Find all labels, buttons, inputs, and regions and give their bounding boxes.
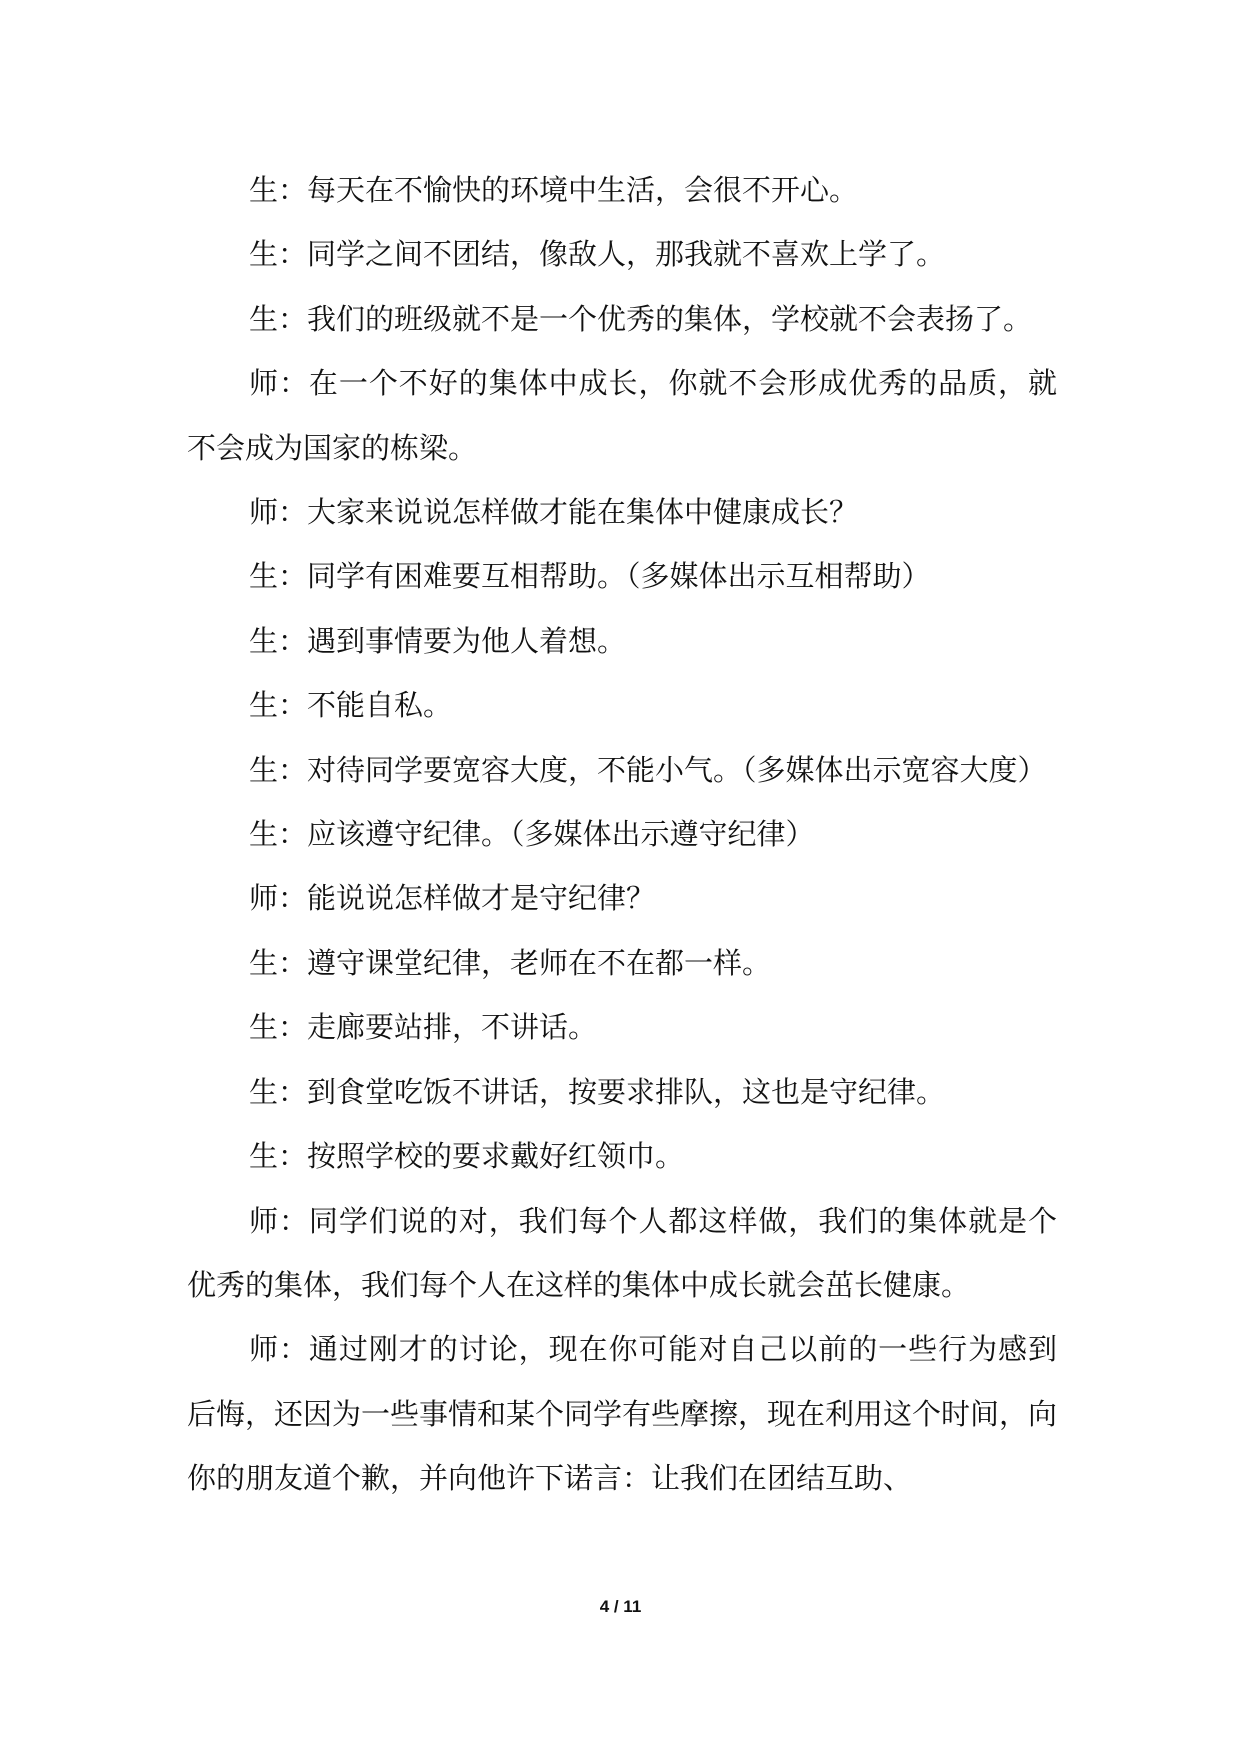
paragraph: 师：能说说怎样做才是守纪律？ bbox=[249, 881, 656, 916]
paragraph: 生：我们的班级就不是一个优秀的集体，学校就不会表扬了。 bbox=[249, 301, 1033, 336]
paragraph: 师：同学们说的对，我们每个人都这样做，我们的集体就是个优秀的集体，我们每个人在这样的集体中成长就会茁长健康。 bbox=[187, 1203, 1057, 1302]
paragraph: 师：大家来说说怎样做才能在集体中健康成长？ bbox=[249, 495, 859, 530]
paragraph: 师：在一个不好的集体中成长，你就不会形成优秀的品质，就不会成为国家的栋梁。 bbox=[187, 366, 1057, 465]
paragraph: 生：同学之间不团结，像敌人，那我就不喜欢上学了。 bbox=[249, 237, 946, 272]
paragraph: 生：走廊要站排，不讲话。 bbox=[249, 1010, 598, 1045]
paragraph: 生：应该遵守纪律。（多媒体出示遵守纪律） bbox=[249, 817, 815, 852]
paragraph: 生：到食堂吃饭不讲话，按要求排队，这也是守纪律。 bbox=[249, 1074, 946, 1109]
paragraph: 生：对待同学要宽容大度，不能小气。（多媒体出示宽容大度） bbox=[249, 752, 1047, 787]
paragraph: 生：同学有困难要互相帮助。（多媒体出示互相帮助） bbox=[249, 559, 931, 594]
paragraph: 生：按照学校的要求戴好红领巾。 bbox=[249, 1139, 685, 1174]
paragraph: 生：遇到事情要为他人着想。 bbox=[249, 623, 627, 658]
page-number: 4 / 11 bbox=[599, 1597, 642, 1616]
paragraph: 生：不能自私。 bbox=[249, 688, 453, 723]
paragraph: 生：每天在不愉快的环境中生活，会很不开心。 bbox=[249, 173, 859, 207]
paragraph: 师：通过刚才的讨论，现在你可能对自己以前的一些行为感到后悔，还因为一些事情和某个同学有些摩擦，现在利用这个时间，向你的朋友道个歉，并向他许下诺言：让我们在团结互助、 bbox=[187, 1332, 1058, 1496]
paragraph: 生：遵守课堂纪律，老师在不在都一样。 bbox=[249, 945, 772, 980]
document-body bbox=[187, 158, 1057, 1511]
